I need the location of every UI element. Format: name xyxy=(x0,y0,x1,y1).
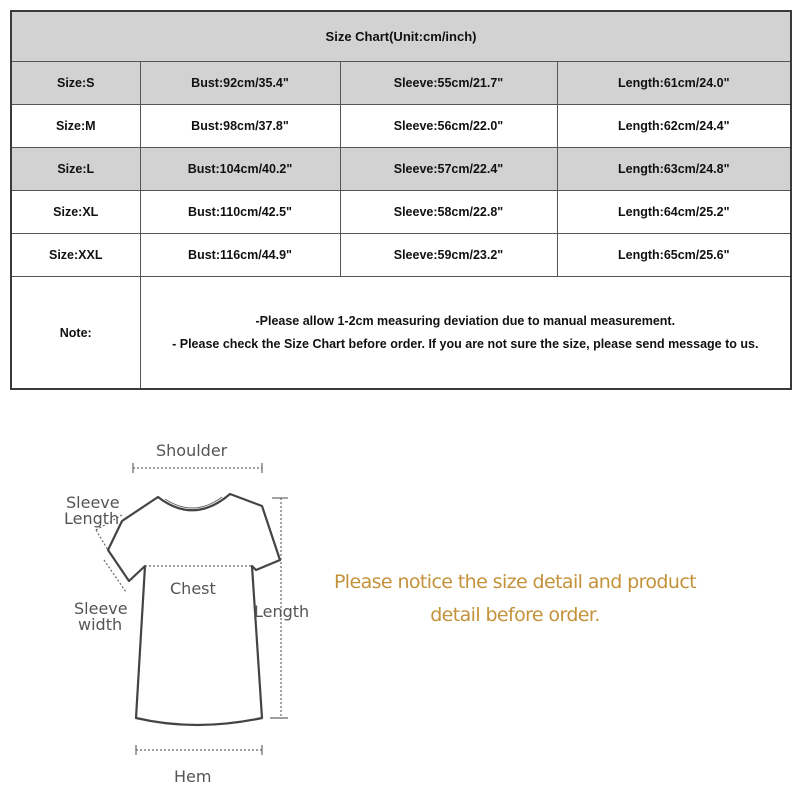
order-notice xyxy=(300,566,730,632)
length-cell: Length:65cm/25.6" xyxy=(557,234,791,277)
sleeve-width-label-line1: Sleeve xyxy=(74,599,128,618)
shoulder-label: Shoulder xyxy=(156,441,228,460)
note-line-2: - Please check the Size Chart before order. If you are not sure the size, please send message to us. xyxy=(172,336,759,351)
note-content xyxy=(140,277,791,390)
length-cell: Length:63cm/24.8" xyxy=(557,148,791,191)
sleeve-cell: Sleeve:55cm/21.7" xyxy=(340,62,557,105)
size-row-l xyxy=(11,148,791,191)
sleeve-cell: Sleeve:58cm/22.8" xyxy=(340,191,557,234)
size-row-s xyxy=(11,62,791,105)
size-cell: Size:S xyxy=(11,62,140,105)
length-cell: Length:62cm/24.4" xyxy=(557,105,791,148)
sleeve-length-label-line1: Sleeve xyxy=(66,493,120,512)
size-chart-title: Size Chart(Unit:cm/inch) xyxy=(11,11,791,62)
length-label: Length xyxy=(254,602,310,621)
size-row-xl xyxy=(11,191,791,234)
note-line-1: -Please allow 1-2cm measuring deviation due to manual measurement. xyxy=(255,313,676,328)
bust-cell: Bust:110cm/42.5" xyxy=(140,191,340,234)
sleeve-width-label-line2: width xyxy=(78,615,123,634)
size-row-m xyxy=(11,105,791,148)
sleeve-cell: Sleeve:56cm/22.0" xyxy=(340,105,557,148)
bust-cell: Bust:116cm/44.9" xyxy=(140,234,340,277)
order-notice-line-1: Please notice the size detail and product xyxy=(333,571,697,593)
length-cell: Length:61cm/24.0" xyxy=(557,62,791,105)
size-row-xxl xyxy=(11,234,791,277)
bust-cell: Bust:98cm/37.8" xyxy=(140,105,340,148)
tshirt-measurement-diagram xyxy=(0,420,330,800)
hem-label: Hem xyxy=(174,767,212,786)
size-cell: Size:XXL xyxy=(11,234,140,277)
sleeve-length-label-line2: Length xyxy=(64,509,120,528)
sleeve-cell: Sleeve:57cm/22.4" xyxy=(340,148,557,191)
chest-label: Chest xyxy=(170,579,216,598)
note-label: Note: xyxy=(11,277,140,390)
size-cell: Size:XL xyxy=(11,191,140,234)
note-row xyxy=(11,277,791,390)
sleeve-cell: Sleeve:59cm/23.2" xyxy=(340,234,557,277)
length-cell: Length:64cm/25.2" xyxy=(557,191,791,234)
size-chart-title-row xyxy=(11,11,791,62)
bust-cell: Bust:104cm/40.2" xyxy=(140,148,340,191)
size-chart-table xyxy=(10,10,792,390)
size-cell: Size:L xyxy=(11,148,140,191)
sleeve-width-measure-line xyxy=(104,560,126,592)
size-cell: Size:M xyxy=(11,105,140,148)
order-notice-line-2: detail before order. xyxy=(430,604,600,626)
sleeve-length-measure-line-2 xyxy=(96,530,108,550)
bust-cell: Bust:92cm/35.4" xyxy=(140,62,340,105)
